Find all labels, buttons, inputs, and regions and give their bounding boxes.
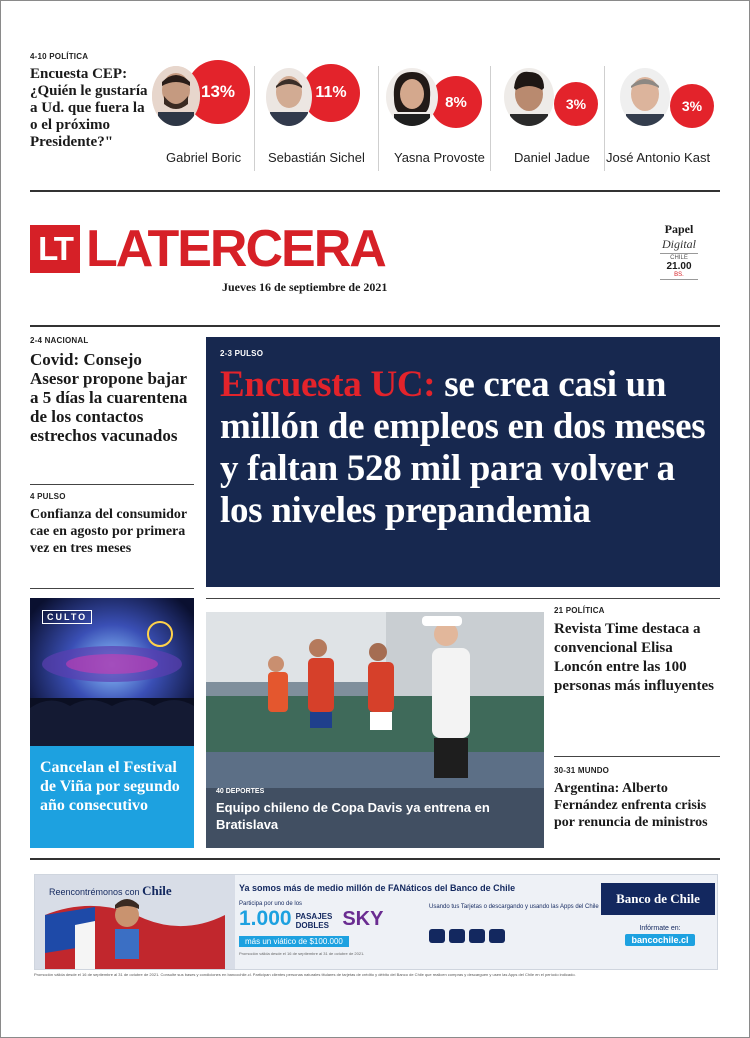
poll-strip[interactable] [30, 50, 720, 180]
lead-headline-text: se crea casi un millón de empleos en dos meses y faltan 528 mil para volver a los niveles prepandemia [220, 364, 706, 531]
portrait-icon [152, 66, 200, 126]
divider [554, 756, 720, 757]
story-time[interactable] [554, 606, 720, 696]
candidate-name: Yasna Provoste [394, 150, 485, 165]
story-headline[interactable]: Argentina: Alberto Fernández enfrenta crisis por renuncia de ministros [554, 781, 708, 830]
candidate-name: Sebastián Sichel [268, 150, 365, 165]
ad-top-line: Ya somos más de medio millón de FANáticos del Banco de Chile [239, 883, 516, 893]
divider [378, 66, 379, 171]
story-kicker: 4 PULSO [30, 492, 66, 501]
lead-kicker: 2-3 PULSO [220, 349, 264, 358]
ad-promo [239, 901, 423, 967]
story-covid[interactable] [30, 336, 194, 445]
ad-brand-line [49, 883, 172, 899]
info-label: Infórmate en: [639, 925, 681, 932]
brand-prefix: Reencontrémonos con [49, 887, 140, 897]
portrait-icon [620, 68, 670, 126]
top-rule [30, 190, 720, 192]
photo-headline: Equipo chileno de Copa Davis ya entrena en Bratislava [216, 800, 490, 832]
promo-label-2: DOBLES [295, 921, 329, 931]
bank-url[interactable]: bancochile.cl [625, 934, 694, 946]
masthead-rule [30, 325, 720, 327]
candidate-photo [152, 66, 200, 126]
promo-fine: Promoción válida desde el 16 de septiembre al 31 de octubre de 2021. [239, 951, 365, 956]
culto-story[interactable] [30, 598, 194, 848]
portrait-icon [266, 68, 312, 126]
bank-advertisement[interactable] [34, 874, 718, 970]
candidate-boric[interactable] [150, 56, 260, 176]
culto-tag: CULTO [42, 610, 92, 624]
divider [660, 279, 698, 280]
promo-bar: más un viático de $100.000 [239, 936, 349, 947]
papel-label: Papel [664, 222, 694, 236]
portrait-icon [386, 68, 438, 126]
candidate-photo [386, 68, 438, 126]
candidate-photo [620, 68, 670, 126]
story-headline[interactable]: Covid: Consejo Asesor propone bajar a 5 días la cuarentena de los contactos estrechos vacunados [30, 350, 188, 445]
story-headline[interactable]: Confianza del consumidor cae en agosto por primera vez en tres meses [30, 507, 187, 556]
story-kicker: 2-4 NACIONAL [30, 336, 89, 345]
promo-label-1: PASAJES [295, 912, 333, 922]
promo-number: 1.000 [239, 907, 292, 930]
candidate-name: Gabriel Boric [166, 150, 242, 165]
promo-label [296, 912, 333, 930]
ad-image [35, 875, 235, 970]
photo-caption[interactable] [216, 788, 544, 833]
candidate-pct: 8% [430, 76, 482, 128]
lead-highlight: Encuesta UC: [220, 364, 436, 405]
poll-kicker: 4-10 POLÍTICA [30, 52, 89, 61]
divider [660, 253, 698, 254]
story-headline[interactable]: Revista Time destaca a convencional Elisa Loncón entre las 100 personas más influyentes [554, 621, 715, 694]
portrait-icon [504, 68, 554, 126]
masthead-logo[interactable] [30, 220, 385, 278]
story-kicker: 21 POLÍTICA [554, 606, 605, 615]
divider [254, 66, 255, 171]
currency-label: BS. [674, 272, 684, 278]
candidate-photo [266, 68, 312, 126]
candidate-pct: 3% [554, 82, 598, 126]
bank-logo[interactable]: Banco de Chile [601, 883, 715, 915]
candidate-name: Daniel Jadue [514, 150, 590, 165]
candidate-pct: 13% [186, 60, 250, 124]
digital-label: Digital [661, 237, 696, 251]
logo-mark: LT [30, 225, 80, 273]
festival-photo [30, 598, 194, 746]
logo-wordmark: LATERCERA [86, 220, 385, 278]
price-label: 21.00 [666, 261, 692, 272]
country-label: CHILE [670, 255, 688, 261]
divider [30, 588, 194, 589]
divider [30, 484, 194, 485]
candidate-photo [504, 68, 554, 126]
photo-kicker: 40 DEPORTES [216, 788, 265, 795]
poll-question[interactable]: Encuesta CEP: ¿Quién le gustaría a Ud. que fuera la o el próximo Presidente?" [30, 66, 148, 150]
divider [604, 66, 605, 171]
card-icon [449, 929, 465, 943]
app-icon [489, 929, 505, 943]
card-icon [469, 929, 485, 943]
bottom-rule [30, 858, 720, 860]
sky-logo: SKY [342, 908, 384, 930]
lead-headline[interactable] [220, 364, 706, 532]
story-argentina[interactable] [554, 766, 720, 831]
ad-info[interactable] [615, 925, 705, 946]
candidate-kast[interactable] [606, 56, 720, 176]
story-consumidor[interactable] [30, 492, 194, 557]
story-kicker: 30-31 MUNDO [554, 766, 610, 775]
edition-date: Jueves 16 de septiembre de 2021 [222, 280, 388, 294]
candidate-name: José Antonio Kast [606, 150, 711, 165]
ad-store-icons [429, 929, 505, 943]
lead-story[interactable] [206, 337, 720, 587]
brand-name: Chile [142, 883, 172, 898]
candidate-jadue[interactable] [494, 56, 604, 176]
card-icon [429, 929, 445, 943]
candidate-sichel[interactable] [266, 56, 380, 176]
promo-small: Participa por uno de los [239, 901, 303, 907]
ad-mid-text: Usando tus Tarjetas o descargando y usando las Apps del Chile [429, 904, 599, 910]
divider [490, 66, 491, 171]
ad-legal-text: Promoción válida desde el 16 de septiembre al 31 de octubre de 2021. Consulte sus bases y condiciones en bancochile.cl. Participan clientes personas naturales titulares de tarjetas de crédito y débito del Banco de Chile que realicen compras y descarguen y usen las Apps del Chile en el período indicado. [34, 972, 576, 977]
davis-story[interactable] [206, 612, 544, 848]
candidate-pct: 3% [670, 84, 714, 128]
candidate-provoste[interactable] [382, 56, 492, 176]
candidate-pct: 11% [302, 64, 360, 122]
culto-headline[interactable]: Cancelan el Festival de Viña por segundo año consecutivo [30, 746, 194, 848]
divider [206, 598, 720, 599]
papel-digital-badge[interactable] [656, 222, 702, 294]
